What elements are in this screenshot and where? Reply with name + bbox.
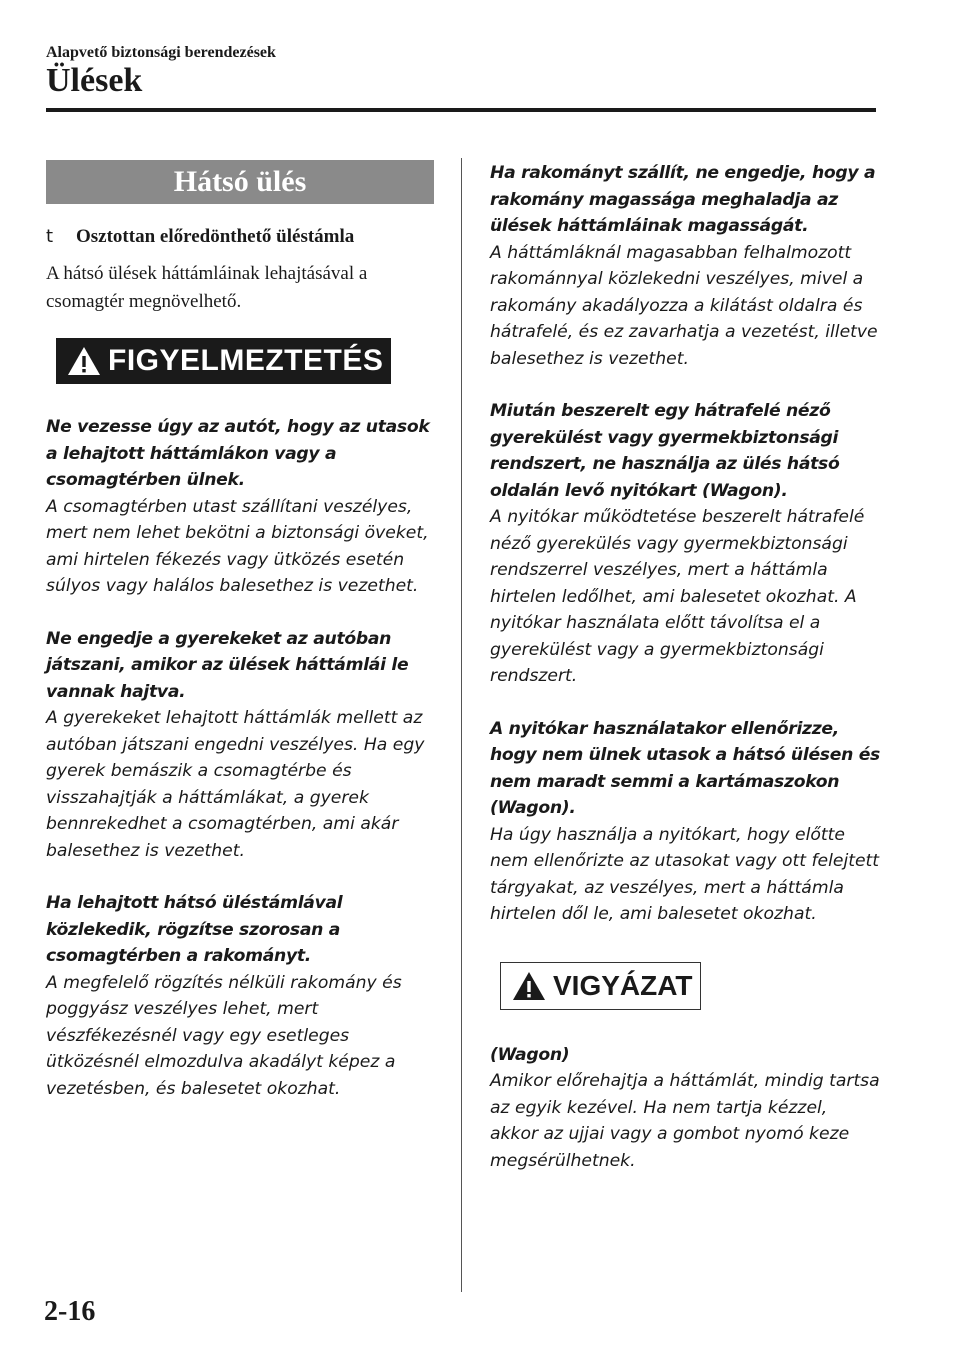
warning-body: A nyitókar működtetése beszerelt hátrafelé néző gyerekülés vagy gyermekbiztonsági rendszerrel veszélyes, mert a háttámla hirtelen ledőlhet, ami balesetet okozhat. A nyitókar használata előtt távolítsa el a gyerekülést vagy a gyermekbiztonsági rendszert. [490,507,865,686]
bullet-icon: t [46,226,54,247]
section-title: Hátsó ülés [46,160,434,204]
header-divider [46,108,876,112]
warning-triangle-icon [66,345,102,377]
caution-banner [500,962,701,1010]
warning-label: FIGYELMEZTETÉS [108,344,384,377]
caution-triangle-icon [511,970,547,1002]
caution-label: VIGYÁZAT [553,969,693,1001]
warning-block [490,398,880,690]
right-column [490,160,880,1174]
warning-block [490,716,880,928]
warning-banner [56,338,391,384]
page-title: Ülések [46,62,143,99]
warning-heading: A nyitókar használatakor ellenőrizze, hogy nem ülnek utasok a hátsó ülésen és nem maradt semmi a kartámaszokon (Wagon). [490,718,880,818]
subsection-heading [46,226,434,248]
warning-body: A gyerekeket lehajtott háttámlák mellett az autóban játszani engedni veszélyes. Ha egy gyerek bemászik a csomagtérbe és visszahajtják a háttámlákat, a gyerek bennrekedhet a csomagtérben, ami akár balesethez is vezethet. [46,708,425,861]
warning-body: A háttámláknál magasabban felhalmozott rakománnyal közlekedni veszélyes, mivel a rakomány akadályozza a kilátást oldalra és hátrafelé, és ez zavarhatja a vezetést, illetve balesethez is vezethet. [490,242,878,369]
warning-body: Ha úgy használja a nyitókart, hogy előtte nem ellenőrizte az utasokat vagy ott felejtett tárgyakat, az veszélyes, mert a háttámla hirtelen dől le, ami balesetet okozhat. [490,824,880,924]
warning-heading: Ne vezesse úgy az autót, hogy az utasok a lehajtott háttámlákon vagy a csomagtérben ülnek. [46,417,430,490]
warning-body: A megfelelő rögzítés nélküli rakomány és poggyász veszélyes lehet, mert vészfékezésnél vagy egy esetleges ütközésnél elmozdulva akadályt képez a vezetésben, és balesetet okozhat. [46,972,402,1099]
subsection-title: Osztottan előredönthető üléstámla [76,226,355,247]
warning-block [46,626,434,865]
caution-body: Amikor előrehajtja a háttámlát, mindig tartsa az egyik kezével. Ha nem tartja kézzel, akkor az ujjai vagy a gombot nyomó keze megsérülhetnek. [490,1071,880,1171]
caution-heading: (Wagon) [490,1044,570,1065]
column-divider [461,158,462,1292]
warning-block [46,414,434,600]
left-column [46,160,434,1102]
warning-heading: Miután beszerelt egy hátrafelé néző gyerekülést vagy gyermekbiztonsági rendszert, ne használja az ülés hátsó oldalán levő nyitókart (Wagon). [490,401,840,501]
warning-block [46,890,434,1102]
warning-body: A csomagtérben utast szállítani veszélyes, mert nem lehet bekötni a biztonsági öveket, ami hirtelen fékezés vagy ütközés esetén súlyos vagy halálos balesethez is vezethet. [46,496,429,596]
warning-heading: Ne engedje a gyerekeket az autóban játszani, amikor az ülések háttámlái le vannak hajtva. [46,628,409,702]
warning-blocks-left [46,414,434,1102]
chapter-subtitle: Alapvető biztonsági berendezések [46,44,276,61]
caution-block [490,1042,880,1175]
warning-heading: Ha rakományt szállít, ne engedje, hogy a rakomány magassága meghaladja az ülések háttámláinak magasságát. [490,163,876,236]
intro-text: A hátsó ülések háttámláinak lehajtásával a csomagtér megnövelhető. [46,263,368,312]
warning-block [490,160,880,372]
warning-heading: Ha lehajtott hátsó üléstámlával közlekedik, rögzítse szorosan a csomagtérben a rakományt. [46,893,343,966]
page-number: 2-16 [44,1296,96,1327]
